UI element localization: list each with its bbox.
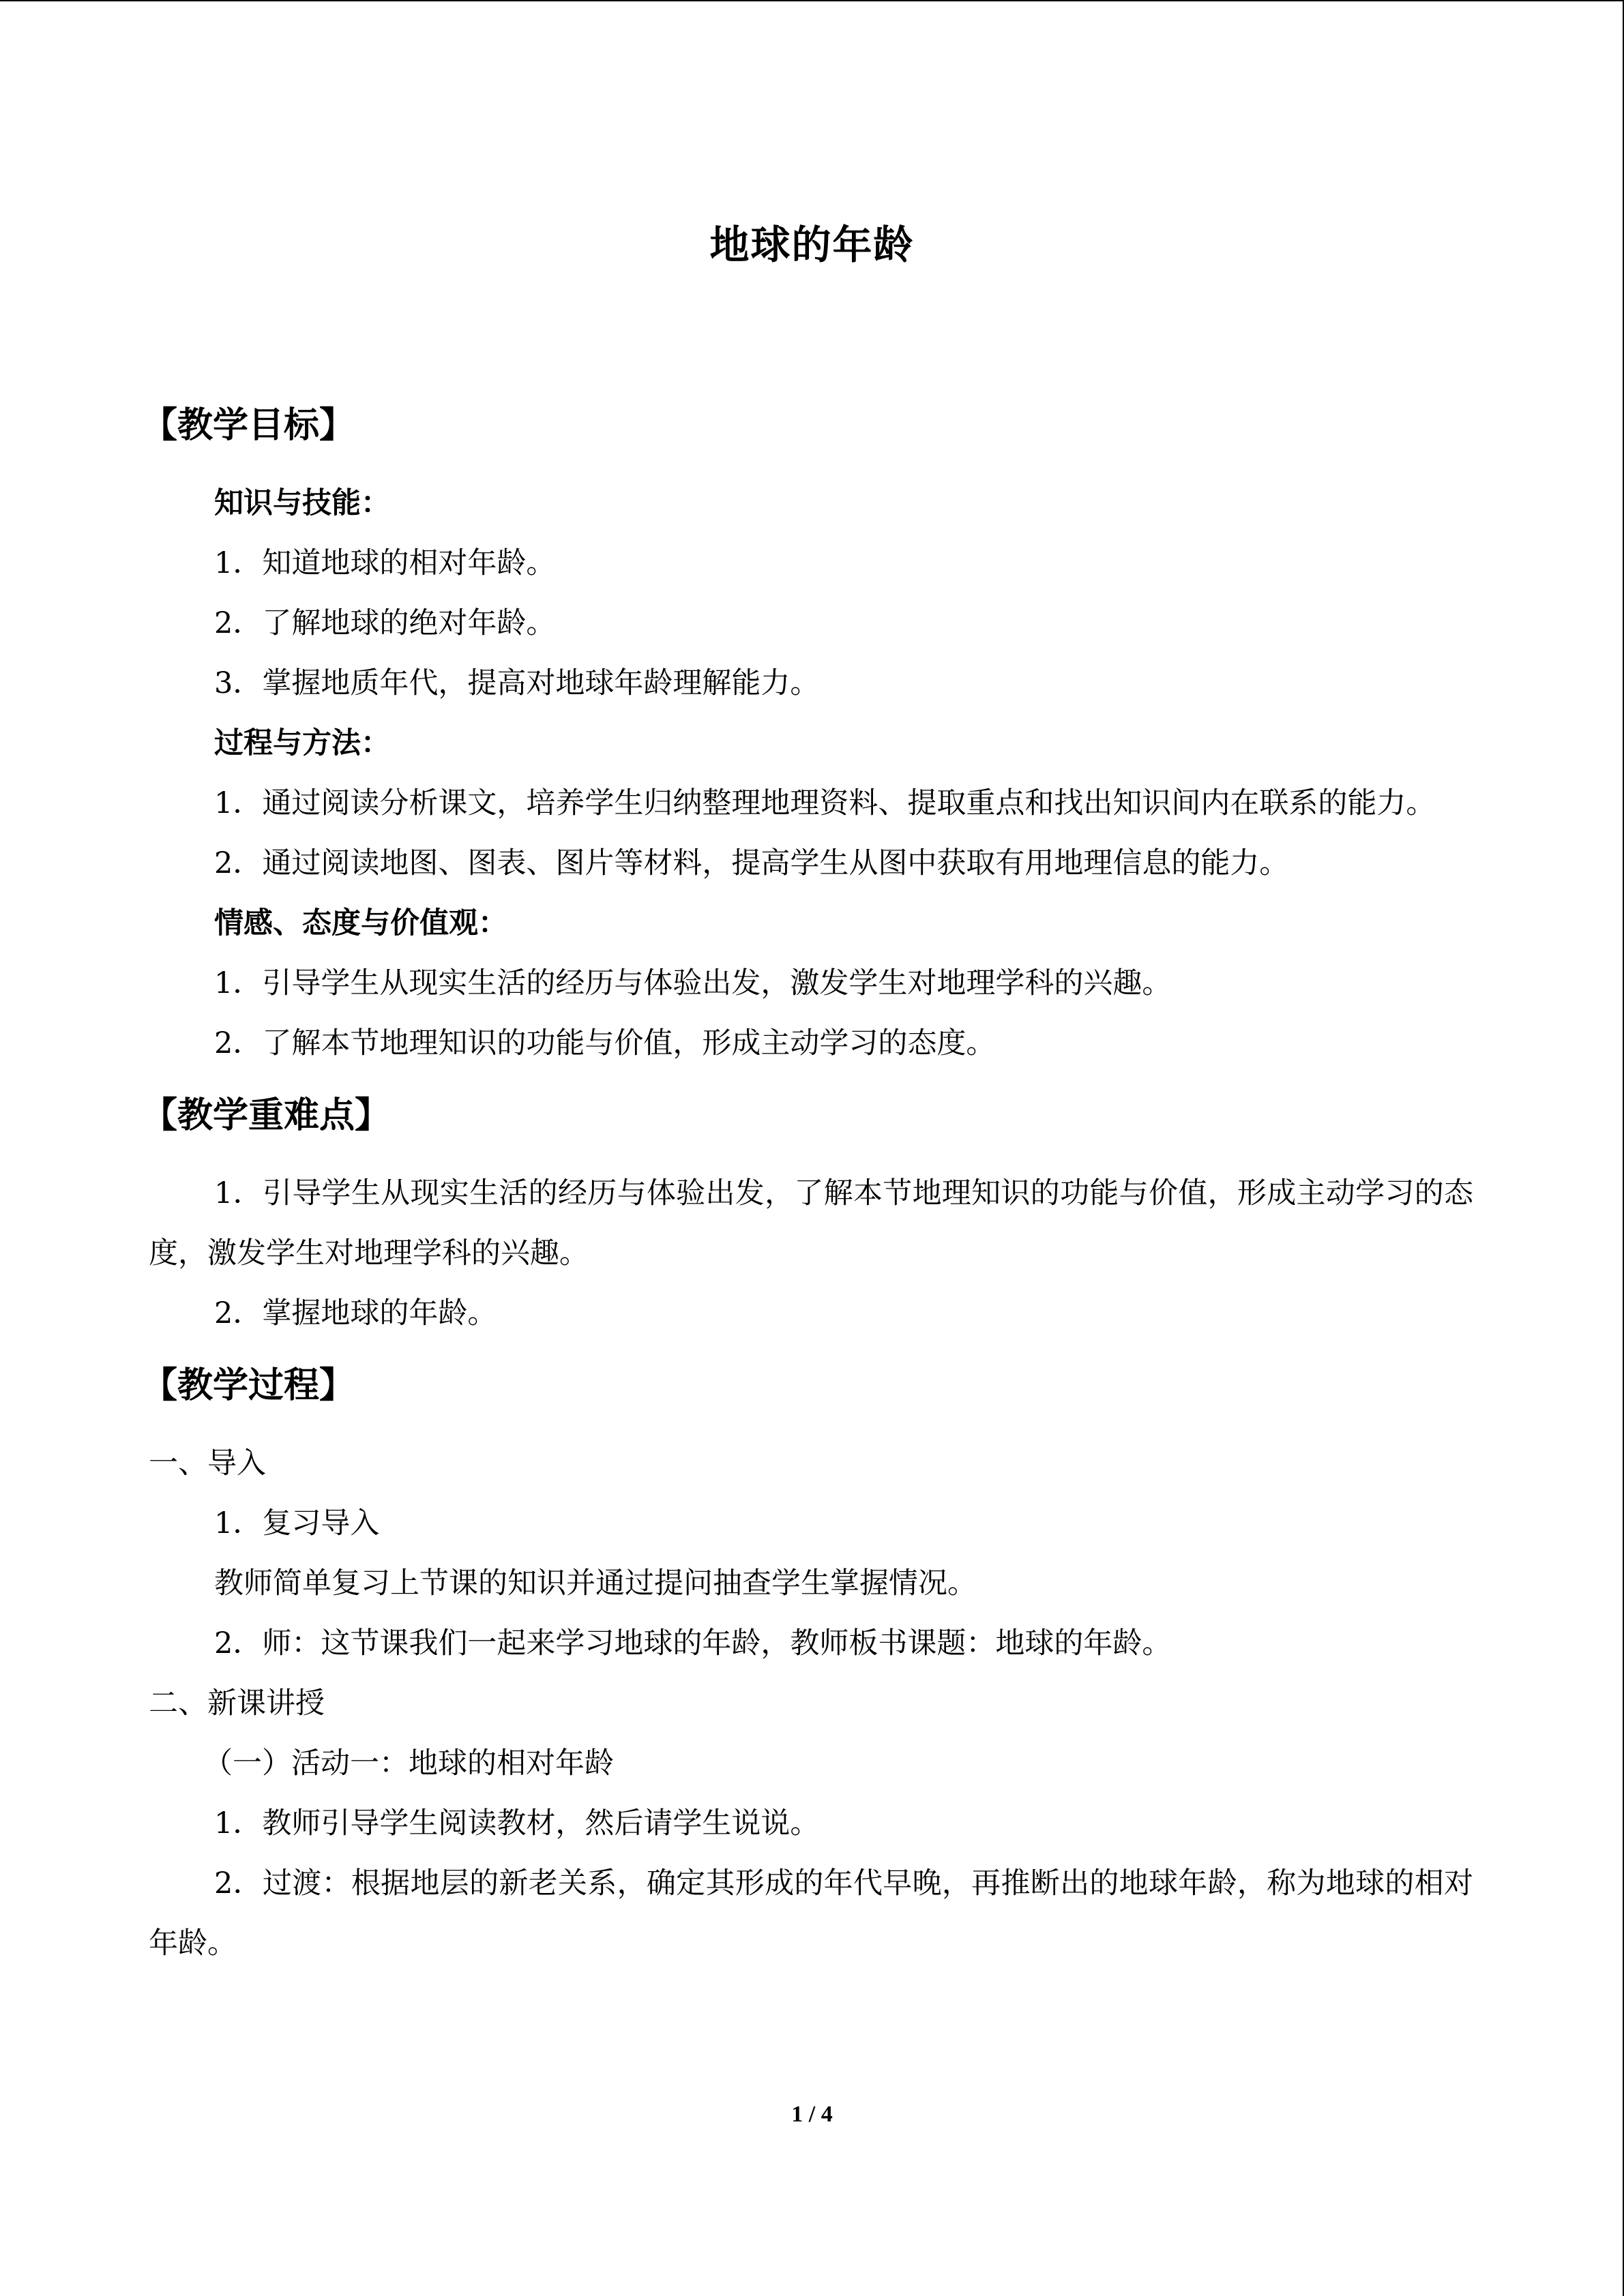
intro-item: 2．师：这节课我们一起来学习地球的年龄，教师板书课题：地球的年龄。 [214,1626,1172,1660]
knowledge-item: 2．了解地球的绝对年龄。 [214,606,556,640]
page-number: 1 / 4 [791,2102,833,2127]
document-body [142,383,1473,1973]
section-heading-objectives: 【教学目标】 [142,405,355,446]
intro-item: 教师简单复习上节课的知识并通过提问抽查学生掌握情况。 [214,1566,977,1600]
emotion-item: 1．引导学生从现实生活的经历与体验出发，激发学生对地理学科的兴趣。 [214,966,1172,1000]
activity-item: 1．教师引导学生阅读教材，然后请学生说说。 [214,1806,820,1840]
document-title: 地球的年龄 [709,222,915,268]
process-item: 2．通过阅读地图、图表、图片等材料，提高学生从图中获取有用地理信息的能力。 [214,846,1289,880]
part-title-new-lesson: 二、新课讲授 [149,1686,325,1720]
subheading-emotion: 情感、态度与价值观： [214,906,507,940]
section-heading-process: 【教学过程】 [142,1365,355,1406]
section-heading-key-points: 【教学重难点】 [142,1095,391,1136]
intro-item: 1．复习导入 [214,1506,380,1540]
emotion-item: 2．了解本节地理知识的功能与价值，形成主动学习的态度。 [214,1026,996,1060]
activity-item: 2．过渡：根据地层的新老关系，确定其形成的年代早晚，再推断出的地球年龄，称为地球的相对年龄。 [149,1866,1473,1960]
key-point-item: 2．掌握地球的年龄。 [214,1296,497,1330]
activity-title: （一）活动一：地球的相对年龄 [203,1746,614,1780]
key-point-item: 1．引导学生从现实生活的经历与体验出发，了解本节地理知识的功能与价值，形成主动学习的态度，激发学生对地理学科的兴趣。 [149,1176,1473,1270]
knowledge-item: 1．知道地球的相对年龄。 [214,546,556,580]
part-title-intro: 一、导入 [149,1446,266,1480]
subheading-knowledge: 知识与技能： [214,486,390,520]
knowledge-item: 3．掌握地质年代，提高对地球年龄理解能力。 [214,666,820,700]
process-item: 1．通过阅读分析课文，培养学生归纳整理地理资料、提取重点和找出知识间内在联系的能力。 [214,786,1436,820]
subheading-process: 过程与方法： [214,726,390,760]
